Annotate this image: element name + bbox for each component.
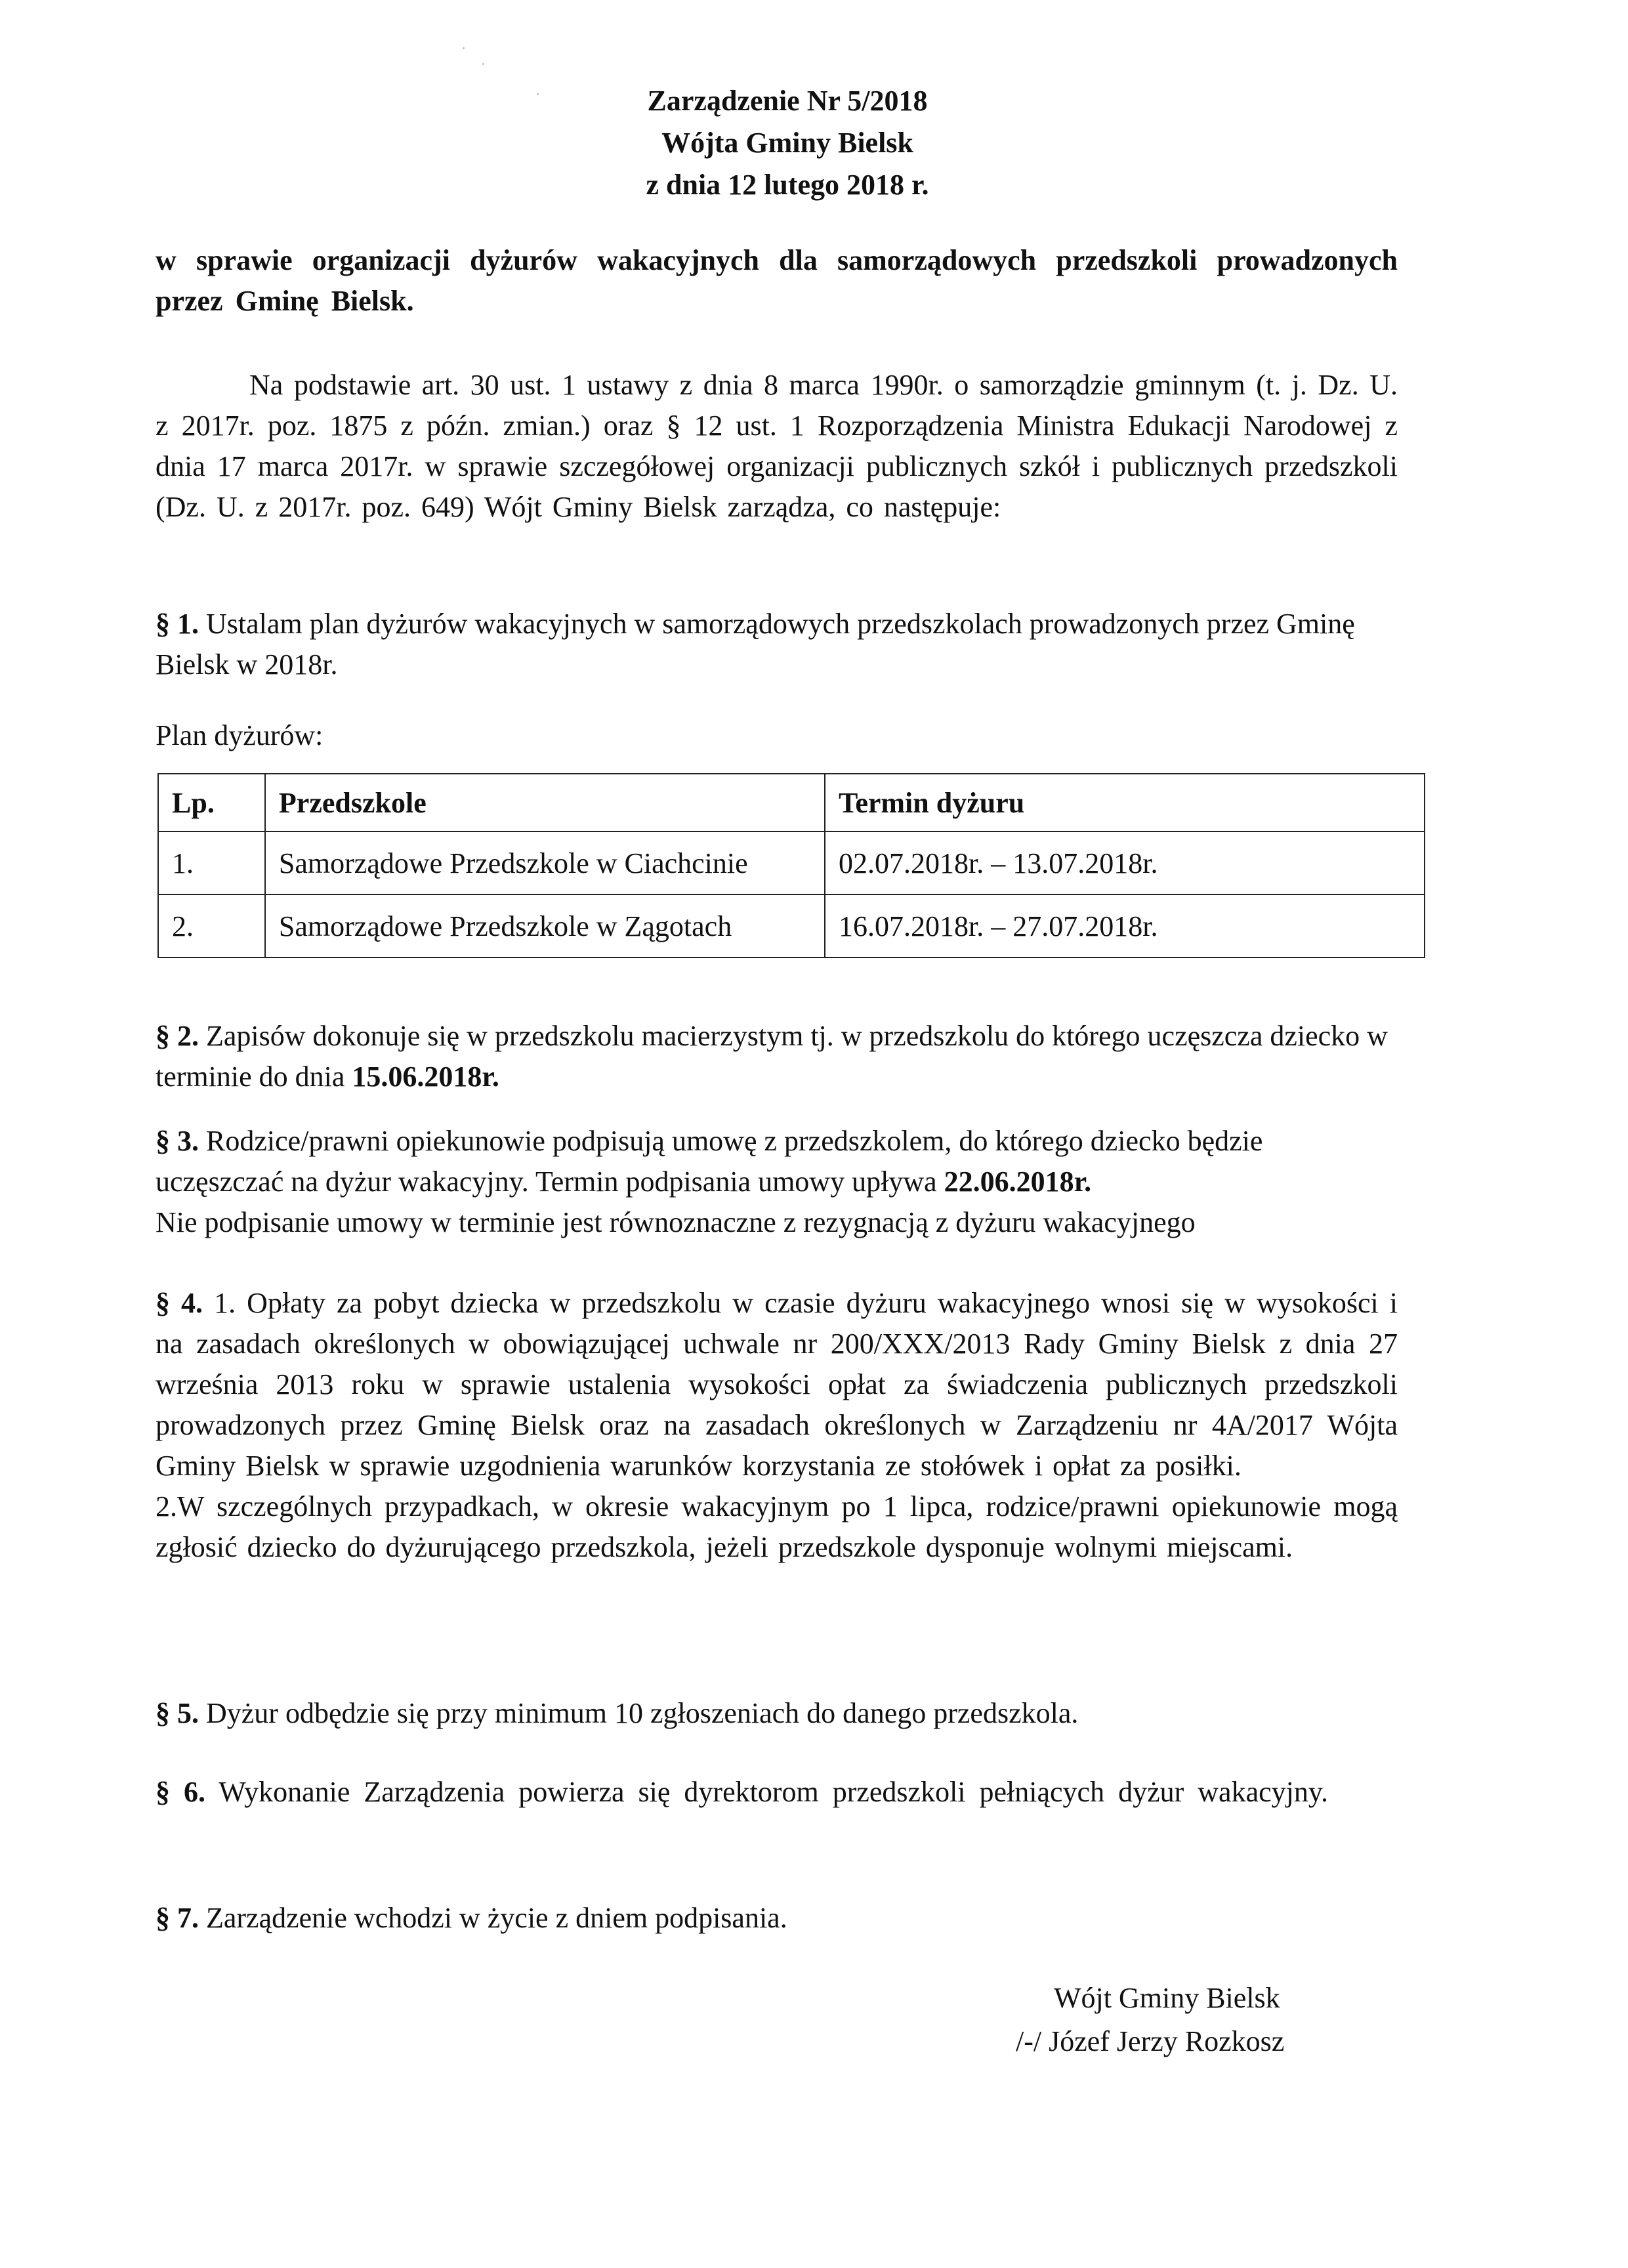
paragraph-6 <box>156 1772 1398 1813</box>
paragraph-text: Rodzice/prawni opiekunowie podpisują umowę z przedszkolem, do którego dziecko będzie uczęszczać na dyżur wakacyjny. Termin podpisania umowy upływa <box>156 1125 1263 1198</box>
paragraph-5 <box>156 1693 1398 1734</box>
issuer: Wójta Gminy Bielsk <box>661 127 913 159</box>
preschool-name: Samorządowe Przedszkole w Zągotach <box>265 894 825 957</box>
paragraph-text: Dyżur odbędzie się przy minimum 10 zgłoszeniach do danego przedszkola. <box>199 1697 1079 1729</box>
paragraph-text: Ustalam plan dyżurów wakacyjnych w samorządowych przedszkolach prowadzonych przez Gminę Bielsk w 2018r. <box>156 608 1355 681</box>
column-header-term: Termin dyżuru <box>825 774 1425 831</box>
column-header-preschool: Przedszkole <box>265 774 825 831</box>
paragraph-point-1 <box>156 1283 1398 1486</box>
signatory-name: /-/ Józef Jerzy Rozkosz <box>1016 2025 1285 2057</box>
legal-basis: Na podstawie art. 30 ust. 1 ustawy z dnia 8 marca 1990r. o samorządzie gminnym (t. j. Dz. U. z 2017r. poz. 1875 z późn. zmian.) oraz § 12 ust. 1 Rozporządzenia Ministra Edukacji Narodowej z dnia 17 marca 2017r. w sprawie szczegółowej organizacji publicznych szkół i publicznych przedszkoli (Dz. U. z 2017r. poz. 649) Wójt Gminy Bielsk zarządza, co następuje: <box>156 369 1398 523</box>
section-mark: § 2. <box>156 1020 199 1052</box>
order-number: Zarządzenie Nr 5/2018 <box>647 85 928 117</box>
duty-term: 02.07.2018r. – 13.07.2018r. <box>825 831 1425 894</box>
scan-speck <box>537 93 539 95</box>
paragraph-point-2: 2.W szczególnych przypadkach, w okresie wakacyjnym po 1 lipca, rodzice/prawni opiekunowie mogą zgłosić dziecko do dyżurującego przedszkola, jeżeli przedszkole dysponuje wolnymi miejscami. <box>156 1490 1398 1563</box>
paragraph-3 <box>156 1121 1398 1243</box>
paragraph-text: Zapisów dokonuje się w przedszkolu macierzystym tj. w przedszkolu do którego uczęszcza dziecko w terminie do dnia <box>156 1020 1388 1093</box>
column-header-lp: Lp. <box>158 774 265 831</box>
section-mark: § 6. <box>156 1776 205 1808</box>
paragraph-note: Nie podpisanie umowy w terminie jest równoznaczne z rezygnacją z dyżuru wakacyjnego <box>156 1206 1196 1238</box>
paragraph-text: Zarządzenie wchodzi w życie z dniem podpisania. <box>199 1902 787 1934</box>
duty-term: 16.07.2018r. – 27.07.2018r. <box>825 894 1425 957</box>
duty-plan-table <box>157 773 1425 958</box>
signature-block <box>1016 1977 1423 2063</box>
section-mark: § 5. <box>156 1697 199 1729</box>
table-row <box>158 831 1425 894</box>
contract-deadline: 22.06.2018r. <box>944 1166 1092 1198</box>
scan-speck <box>482 63 484 65</box>
row-number: 1. <box>158 831 265 894</box>
section-mark: § 7. <box>156 1902 199 1934</box>
paragraph-text: Wykonanie Zarządzenia powierza się dyrektorom przedszkoli pełniących dyżur wakacyjny. <box>205 1776 1328 1808</box>
row-number: 2. <box>158 894 265 957</box>
section-mark: § 3. <box>156 1125 199 1157</box>
section-mark: § 1. <box>156 608 199 640</box>
table-row <box>158 894 1425 957</box>
preschool-name: Samorządowe Przedszkole w Ciachcinie <box>265 831 825 894</box>
paragraph-4 <box>156 1283 1398 1568</box>
order-date: z dnia 12 lutego 2018 r. <box>646 169 929 201</box>
paragraph-1 <box>156 604 1398 685</box>
section-mark: § 4. <box>156 1287 203 1319</box>
scan-speck <box>463 47 465 49</box>
paragraph-2 <box>156 1016 1398 1097</box>
paragraph-text: 1. Opłaty za pobyt dziecka w przedszkolu w czasie dyżuru wakacyjnego wnosi się w wysokości i na zasadach określonych w obowiązującej uchwale nr 200/XXX/2013 Rady Gminy Bielsk z dnia 27 września 2013 roku w sprawie ustalenia wysokości opłat za świadczenia publicznych przedszkoli prowadzonych przez Gminę Bielsk oraz na zasadach określonych w Zarządzeniu nr 4A/2017 Wójta Gminy Bielsk w sprawie uzgodnienia warunków korzystania ze stołówek i opłat za posiłki. <box>156 1287 1398 1482</box>
registration-deadline: 15.06.2018r. <box>352 1060 499 1093</box>
table-header-row <box>158 774 1425 831</box>
paragraph-7 <box>156 1898 1398 1939</box>
document-header <box>0 80 1575 206</box>
signatory-title: Wójt Gminy Bielsk <box>1054 1982 1280 2014</box>
plan-label: Plan dyżurów: <box>156 719 324 751</box>
order-subject: w sprawie organizacji dyżurów wakacyjnych dla samorządowych przedszkoli prowadzonych przez Gminę Bielsk. <box>156 244 1398 317</box>
